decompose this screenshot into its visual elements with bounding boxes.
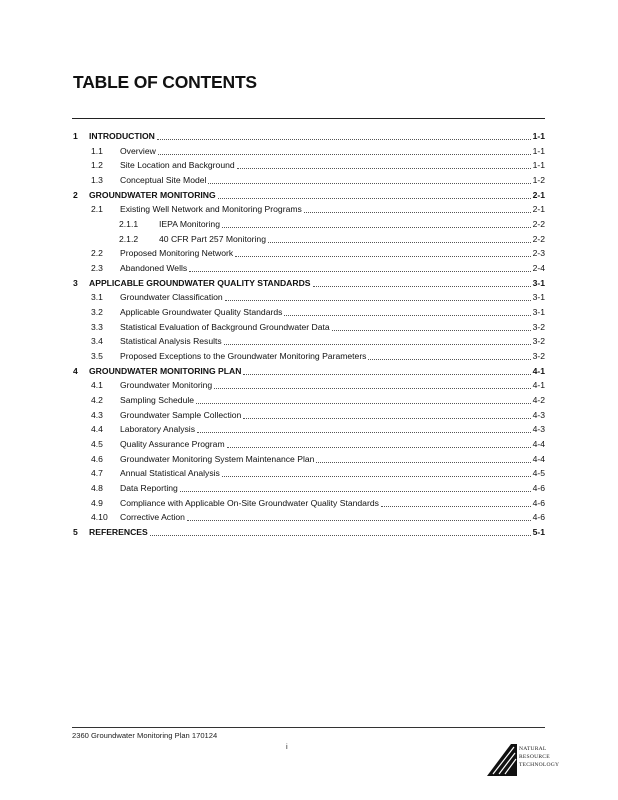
toc-entry[interactable]: [73, 366, 545, 377]
toc-dot-leader: [158, 146, 531, 155]
toc-entry[interactable]: [91, 292, 545, 303]
toc-entry-number: 4.5: [91, 438, 103, 449]
toc-entry-title: Groundwater Classification: [120, 292, 223, 303]
toc-entry-page: 1-1: [532, 160, 545, 171]
toc-entry-number: 2: [73, 189, 78, 200]
toc-dot-leader: [218, 190, 531, 199]
toc-entry-page: 3-1: [532, 277, 545, 288]
toc-entry-title: Quality Assurance Program: [120, 438, 225, 449]
toc-dot-leader: [227, 439, 531, 448]
toc-entry-page: 2-2: [532, 218, 545, 229]
logo-line-1: NATURAL: [519, 746, 547, 752]
toc-entry-page: 4-1: [532, 365, 545, 376]
toc-entry-page: 3-1: [532, 292, 545, 303]
toc-entry-page: 5-1: [532, 526, 545, 537]
toc-entry[interactable]: [119, 234, 545, 245]
toc-entry-page: 2-4: [532, 262, 545, 273]
toc-entry-title: Compliance with Applicable On-Site Groundwater Quality Standards: [120, 497, 379, 508]
toc-entry-title: GROUNDWATER MONITORING: [89, 189, 216, 200]
toc-entry-title: Laboratory Analysis: [120, 424, 195, 435]
toc-entry-title: Corrective Action: [120, 512, 185, 523]
toc-entry-number: 4.9: [91, 497, 103, 508]
toc-entry[interactable]: [73, 527, 545, 538]
toc-dot-leader: [189, 263, 530, 272]
toc-entry-number: 3.3: [91, 321, 103, 332]
toc-entry-title: Abandoned Wells: [120, 262, 188, 273]
toc-entry-number: 4.3: [91, 409, 103, 420]
toc-entry[interactable]: [91, 175, 545, 186]
toc-entry-title: Statistical Analysis Results: [120, 336, 222, 347]
toc-entry-title: Overview: [120, 145, 156, 156]
company-logo-text: [519, 745, 559, 769]
toc-entry[interactable]: [91, 322, 545, 333]
toc-entry-title: Conceptual Site Model: [120, 174, 207, 185]
toc-entry-page: 4-2: [532, 394, 545, 405]
toc-entry-page: 4-3: [532, 409, 545, 420]
toc-entry-number: 2.1.2: [119, 233, 139, 244]
toc-dot-leader: [187, 512, 531, 521]
toc-dot-leader: [243, 410, 530, 419]
toc-dot-leader: [284, 307, 530, 316]
toc-entry-title: Sampling Schedule: [120, 394, 195, 405]
toc-entry-page: 4-6: [532, 512, 545, 523]
toc-entry-title: APPLICABLE GROUNDWATER QUALITY STANDARDS: [89, 277, 311, 288]
logo-line-3: TECHNOLOGY: [519, 762, 560, 768]
toc-dot-leader: [214, 380, 530, 389]
toc-entry[interactable]: [91, 483, 545, 494]
toc-dot-leader: [304, 204, 531, 213]
toc-entry[interactable]: [91, 410, 545, 421]
toc-entry-page: 1-1: [532, 131, 545, 141]
page-number: i: [286, 742, 288, 751]
toc-entry-title: Proposed Exceptions to the Groundwater Monitoring Parameters: [120, 350, 367, 361]
toc-entry-page: 3-2: [532, 350, 545, 361]
toc-entry[interactable]: [91, 424, 545, 435]
toc-dot-leader: [332, 322, 531, 331]
toc-dot-leader: [225, 292, 531, 301]
toc-dot-leader: [150, 527, 531, 536]
toc-dot-leader: [237, 160, 531, 169]
toc-entry-title: Existing Well Network and Monitoring Programs: [120, 204, 302, 215]
toc-entry-number: 4.10: [91, 512, 108, 523]
toc-entry-page: 4-6: [532, 497, 545, 508]
toc-entry[interactable]: [91, 204, 545, 215]
toc-entry-page: 2-2: [532, 233, 545, 244]
toc-entry-title: Proposed Monitoring Network: [120, 248, 234, 259]
toc-entry-page: 4-5: [532, 468, 545, 479]
toc-entry-number: 2.1.1: [119, 218, 139, 229]
toc-entry-page: 3-2: [532, 336, 545, 347]
toc-entry-page: 4-3: [532, 424, 545, 435]
logo-line-2: RESOURCE: [519, 754, 550, 760]
toc-entry-number: 4.1: [91, 380, 103, 391]
toc-entry-number: 3: [73, 277, 78, 288]
toc-entry[interactable]: [91, 454, 545, 465]
toc-entry[interactable]: [91, 307, 545, 318]
toc-entry-page: 4-6: [532, 482, 545, 493]
toc-entry-number: 4.8: [91, 482, 103, 493]
toc-entry-page: 3-2: [532, 321, 545, 332]
toc-entry[interactable]: [73, 131, 545, 142]
toc-entry-page: 2-1: [532, 189, 545, 200]
toc-entry-number: 1.1: [91, 145, 103, 156]
footer-divider: [72, 727, 545, 728]
toc-entry[interactable]: [73, 190, 545, 201]
toc-entry[interactable]: [119, 219, 545, 230]
toc-dot-leader: [316, 454, 530, 463]
toc-entry[interactable]: [91, 512, 545, 523]
page-title: TABLE OF CONTENTS: [73, 72, 257, 92]
toc-dot-leader: [196, 395, 531, 404]
toc-entry-number: 3.5: [91, 350, 103, 361]
toc-entry-number: 3.2: [91, 306, 103, 317]
toc-entry[interactable]: [91, 248, 545, 259]
toc-entry[interactable]: [91, 263, 545, 274]
toc-entry[interactable]: [91, 439, 545, 450]
toc-dot-leader: [222, 219, 531, 228]
toc-entry-number: 2.2: [91, 248, 103, 259]
toc-entry-title: GROUNDWATER MONITORING PLAN: [89, 365, 242, 376]
toc-entry-page: 4-1: [532, 380, 545, 391]
toc-entry-page: 1-2: [532, 174, 545, 185]
toc-entry-number: 1.3: [91, 174, 103, 185]
toc-entry-number: 3.4: [91, 336, 103, 347]
toc-entry[interactable]: [91, 146, 545, 157]
toc-entry-number: 4.4: [91, 424, 103, 435]
toc-entry-page: 2-1: [532, 204, 545, 215]
toc-entry-page: 2-3: [532, 248, 545, 259]
toc-entry-number: 1.2: [91, 160, 103, 171]
toc-entry-title: Groundwater Monitoring System Maintenance Plan: [120, 453, 315, 464]
toc-entry-title: INTRODUCTION: [89, 131, 155, 141]
toc-entry[interactable]: [91, 380, 545, 391]
toc-entry[interactable]: [91, 468, 545, 479]
toc-entry-number: 4.2: [91, 394, 103, 405]
toc-entry-page: 4-4: [532, 453, 545, 464]
toc-entry-title: Data Reporting: [120, 482, 178, 493]
toc-entry-number: 2.3: [91, 262, 103, 273]
toc-dot-leader: [157, 131, 531, 140]
toc-dot-leader: [235, 248, 530, 257]
toc-entry[interactable]: [91, 498, 545, 509]
toc-entry-title: Statistical Evaluation of Background Groundwater Data: [120, 321, 330, 332]
toc-entry-number: 5: [73, 526, 78, 537]
toc-dot-leader: [180, 483, 531, 492]
toc-entry-number: 4.7: [91, 468, 103, 479]
toc-dot-leader: [243, 366, 530, 375]
toc-entry-number: 4.6: [91, 453, 103, 464]
toc-entry[interactable]: [91, 336, 545, 347]
toc-entry-title: 40 CFR Part 257 Monitoring: [159, 233, 266, 244]
toc-dot-leader: [381, 498, 531, 507]
toc-dot-leader: [224, 336, 531, 345]
toc-entry-title: IEPA Monitoring: [159, 218, 220, 229]
toc-entry-number: 2.1: [91, 204, 103, 215]
footer-document-label: 2360 Groundwater Monitoring Plan 170124: [72, 731, 218, 740]
toc-entry-title: Applicable Groundwater Quality Standards: [120, 306, 283, 317]
toc-entry[interactable]: [91, 395, 545, 406]
toc-entry[interactable]: [91, 160, 545, 171]
toc-entry-number: 1: [73, 131, 78, 141]
toc-entry-page: 1-1: [532, 145, 545, 156]
toc-entry-page: 3-1: [532, 306, 545, 317]
toc-entry[interactable]: [91, 351, 545, 362]
toc-entry[interactable]: [73, 278, 545, 289]
toc-entry-number: 4: [73, 365, 78, 376]
toc-dot-leader: [368, 351, 530, 360]
toc-entry-title: REFERENCES: [89, 526, 148, 537]
toc-dot-leader: [208, 175, 530, 184]
toc-dot-leader: [222, 468, 531, 477]
toc-entry-title: Groundwater Sample Collection: [120, 409, 242, 420]
toc-dot-leader: [268, 234, 531, 243]
toc-entry-title: Annual Statistical Analysis: [120, 468, 220, 479]
toc-dot-leader: [197, 424, 531, 433]
toc-entry-page: 4-4: [532, 438, 545, 449]
toc-entry-title: Site Location and Background: [120, 160, 235, 171]
toc-dot-leader: [313, 278, 531, 287]
toc-entry-number: 3.1: [91, 292, 103, 303]
toc-entry-title: Groundwater Monitoring: [120, 380, 213, 391]
